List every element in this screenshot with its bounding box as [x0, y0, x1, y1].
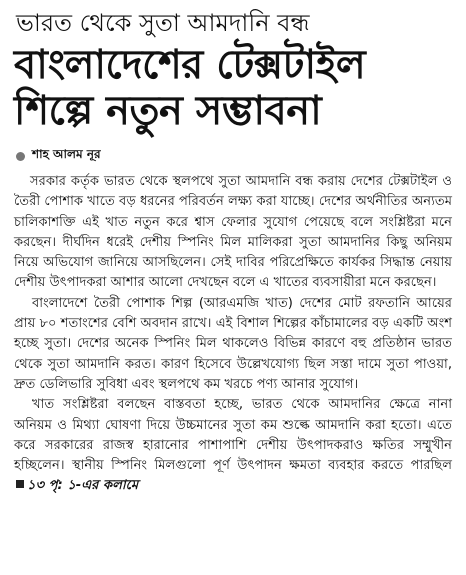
paragraph-text: খাত সংশ্লিষ্টরা বলছেন বাস্তবতা হচ্ছে, ভারত থেকে আমদানির ক্ষেত্রে নানা অনিয়ম ও মিথ্যা ঘোষণা দিয়ে উচ্চমানের সুতা কম শুল্কে আমদানি করা হতো। এতে করে সরকারের রাজস্ব হারানোর পাশাপাশি দেশীয় উৎপাদকরাও ক্ষতির সম্মুখীন হচ্ছিলেন। স্থানীয় স্পিনিং মিলগুলো পূর্ণ উৎপাদন ক্ষমতা ব্যবহার করতে পারছিল — [14, 397, 452, 474]
headline-line-2: শিল্পে নতুন সম্ভাবনা — [14, 88, 322, 134]
paragraph — [14, 395, 452, 496]
article-kicker: ভারত থেকে সুতা আমদানি বন্ধ — [16, 9, 310, 37]
author-name: শাহ আলম নূর — [32, 147, 101, 161]
bullet-icon — [16, 152, 25, 161]
continuation-text: ১৩ পৃ: ১-এর কলামে — [27, 478, 139, 494]
headline-line-1: বাংলাদেশের টেক্সটাইল — [14, 42, 366, 88]
square-bullet-icon — [16, 480, 24, 488]
continuation-note — [14, 478, 138, 493]
article-headline — [14, 42, 456, 134]
paragraph: সরকার কর্তৃক ভারত থেকে স্থলপথে সুতা আমদানি বন্ধ করায় দেশের টেক্সটাইল ও তৈরী পোশাক খাতে বড় ধরনের পরিবর্তন লক্ষ্য করা যাচ্ছে। দেশের অর্থনীতির অন্যতম চালিকাশক্তি এই খাত নতুন করে শ্বাস ফেলার সুযোগ পেয়েছে বলে সংশ্লিষ্টরা মনে করছেন। দীর্ঘদিন ধরেই দেশীয় স্পিনিং মিল মালিকরা সুতা আমদানির কিছু অনিয়ম নিয়ে অভিযোগ জানিয়ে আসছিলেন। সেই দাবির পরিপ্রেক্ষিতে কার্যকর সিদ্ধান্ত নেয়ায় দেশীয় উৎপাদকরা আশার আলো দেখছেন বলে এ খাতের ব্যবসায়ীরা মনে করছেন। — [14, 174, 452, 291]
article-body — [14, 172, 452, 497]
paragraph: বাংলাদেশে তৈরী পোশাক শিল্প (আরএমজি খাত) দেশের মোট রফতানি আয়ের প্রায় ৮০ শতাংশের বেশি অবদান রাখে। এই বিশাল শিল্পের কাঁচামালের বড় একটি অংশ হচ্ছে সুতা। দেশের অনেক স্পিনিং মিল থাকলেও বিভিন্ন কারণে বহু প্রতিষ্ঠান ভারত থেকে সুতা আমদানি করত। কারণ হিসেবে উল্লেখযোগ্য ছিল সস্তা দামে সুতা পাওয়া, দ্রুত ডেলিভারি সুবিধা এবং স্থলপথে কম খরচে পণ্য আনার সুযোগ। — [14, 295, 452, 392]
byline — [16, 146, 456, 166]
